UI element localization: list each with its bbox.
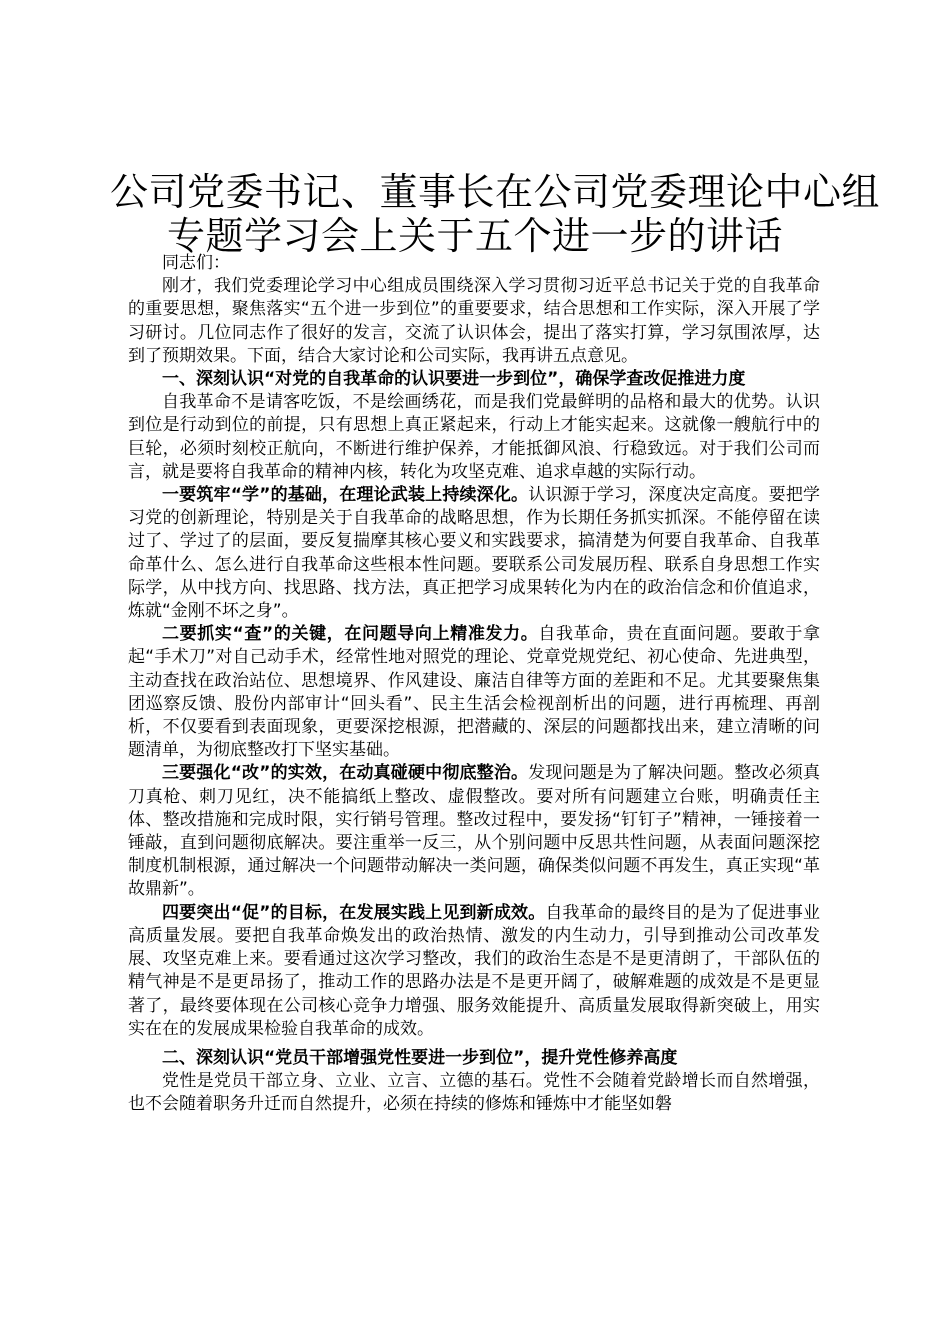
point-1: [128, 484, 820, 623]
document-body: [128, 252, 820, 1117]
point-4-lead: 四要突出“促”的目标，在发展实践上见到新成效。: [162, 902, 546, 923]
point-2-text: 自我革命，贵在直面问题。要敢于拿起“手术刀”对自己动手术，经常性地对照党的理论、党章党规党纪、初心使命、先进典型，主动查找在政治站位、思想境界、作风建设、廉洁自律等方面的差距和不足。尤其要聚焦集团巡察反馈、股份内部审计“回头看”、民主生活会检视剖析出的问题，进行再梳理、再剖析，不仅要看到表面现象，更要深挖根源，把潜藏的、深层的问题都找出来，建立清晰的问题清单，为彻底整改打下坚实基础。: [128, 624, 820, 761]
point-1-text: 认识源于学习，深度决定高度。要把学习党的创新理论，特别是关于自我革命的战略思想，作为长期任务抓实抓深。不能停留在读过了、学过了的层面，要反复揣摩其核心要义和实践要求，搞清楚为何要自我革命、自我革命革什么、怎么进行自我革命这些根本性问题。要联系公司发展历程、联系自身思想工作实际学，从中找方向、找思路、找方法，真正把学习成果转化为内在的政治信念和价值追求，炼就“金刚不坏之身”。: [128, 485, 820, 622]
section-1-heading: 一、深刻认识“对党的自我革命的认识要进一步到位”，确保学查改促推进力度: [162, 369, 746, 390]
document-title: [110, 170, 881, 258]
point-1-lead: 一要筑牢“学”的基础，在理论武装上持续深化。: [162, 485, 529, 506]
point-3-text: 发现问题是为了解决问题。整改必须真刀真枪、刺刀见红，决不能搞纸上整改、虚假整改。要对所有问题建立台账，明确责任主体、整改措施和完成时限，实行销号管理。整改过程中，要发扬“钉钉子”精神，一锤接着一锤敲，直到问题彻底解决。要注重举一反三，从个别问题中反思共性问题，从表面问题深挖制度机制根源，通过解决一个问题带动解决一类问题，确保类似问题不再发生，真正实现“革故鼎新”。: [128, 763, 820, 900]
point-2-lead: 二要抓实“查”的关键，在问题导向上精准发力。: [162, 624, 539, 645]
title-line-1: 公司党委书记、董事长在公司党委理论中心组: [110, 170, 881, 214]
section-2-heading: 二、深刻认识“党员干部增强党性要进一步到位”，提升党性修养高度: [162, 1047, 678, 1068]
greeting: 同志们：: [162, 253, 230, 273]
point-4: [128, 902, 820, 1041]
point-4-text: 自我革命的最终目的是为了促进事业高质量发展。要把自我革命焕发出的政治热情、激发的内生动力，引导到推动公司改革发展、攻坚克难上来。要看通过这次学习整改，我们的政治生态是不是更清朗了，干部队伍的精气神是不是更昂扬了，推动工作的思路办法是不是更开阔了，破解难题的成效是不是更显著了，最终要体现在公司核心竞争力增强、服务效能提升、高质量发展取得新突破上，用实实在在的发展成果检验自我革命的成效。: [128, 902, 820, 1039]
point-2: [128, 623, 820, 762]
section-2-paragraph: 党性是党员干部立身、立业、立言、立德的基石。党性不会随着党龄增长而自然增强，也不会随着职务升迁而自然提升，必须在持续的修炼和锤炼中才能坚如磐: [128, 1071, 820, 1115]
point-3-lead: 三要强化“改”的实效，在动真碰硬中彻底整治。: [162, 763, 529, 784]
point-3: [128, 762, 820, 901]
intro-paragraph: 刚才，我们党委理论学习中心组成员围绕深入学习贯彻习近平总书记关于党的自我革命的重要思想，聚焦落实“五个进一步到位”的重要要求，结合思想和工作实际，深入开展了学习研讨。几位同志作了很好的发言，交流了认识体会，提出了落实打算，学习氛围浓厚，达到了预期效果。下面，结合大家讨论和公司实际，我再讲五点意见。: [128, 276, 820, 366]
title-line-2: 专题学习会上关于五个进一步的讲话: [166, 214, 783, 258]
section-1-paragraph: 自我革命不是请客吃饭，不是绘画绣花，而是我们党最鲜明的品格和最大的优势。认识到位是行动到位的前提，只有思想上真正紧起来，行动上才能实起来。这就像一艘航行中的巨轮，必须时刻校正航向，不断进行维护保养，才能抵御风浪、行稳致远。对于我们公司而言，就是要将自我革命的精神内核，转化为攻坚克难、追求卓越的实际行动。: [128, 392, 820, 482]
